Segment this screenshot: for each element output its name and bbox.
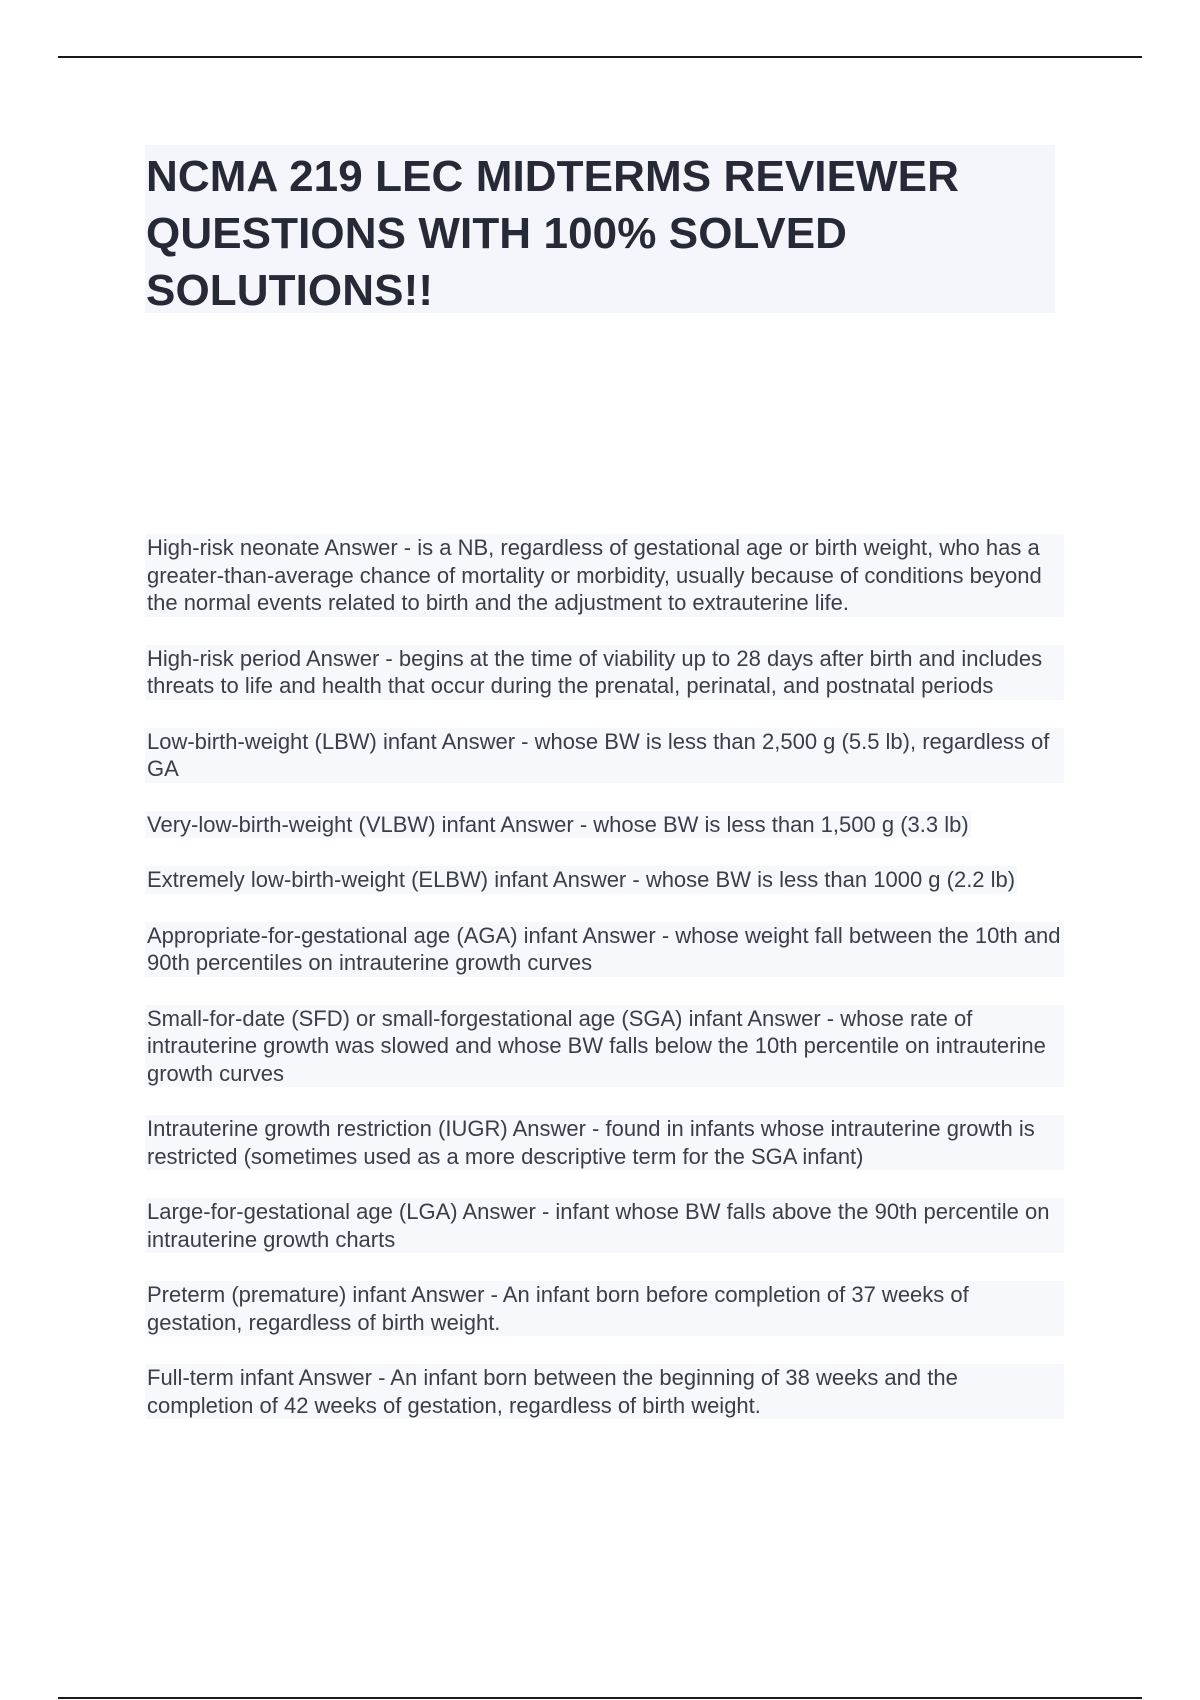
document-title: NCMA 219 LEC MIDTERMS REVIEWER QUESTIONS WITH 100% SOLVED SOLUTIONS!!	[146, 152, 960, 315]
qa-item-aga-infant: Appropriate-for-gestational age (AGA) infant Answer - whose weight fall between the 10th and 90th percentiles on intrauterine growth curves	[145, 922, 1064, 977]
header-rule	[58, 56, 1142, 58]
qa-item-lbw-infant: Low-birth-weight (LBW) infant Answer - whose BW is less than 2,500 g (5.5 lb), regardless of GA	[145, 728, 1064, 783]
footer-rule	[58, 1697, 1142, 1699]
qa-item-iugr: Intrauterine growth restriction (IUGR) Answer - found in infants whose intrauterine growth is restricted (sometimes used as a more descriptive term for the SGA infant)	[145, 1115, 1064, 1170]
qa-item-full-term-infant: Full-term infant Answer - An infant born between the beginning of 38 weeks and the completion of 42 weeks of gestation, regardless of birth weight.	[145, 1364, 1064, 1419]
qa-item-elbw-infant: Extremely low-birth-weight (ELBW) infant Answer - whose BW is less than 1000 g (2.2 lb)	[147, 867, 1016, 892]
qa-item-lga: Large-for-gestational age (LGA) Answer - infant whose BW falls above the 90th percentile on intrauterine growth charts	[145, 1198, 1064, 1253]
title-block	[145, 145, 1055, 313]
qa-item-vlbw-infant: Very-low-birth-weight (VLBW) infant Answer - whose BW is less than 1,500 g (3.3 lb)	[147, 811, 969, 837]
qa-item-sga-infant: Small-for-date (SFD) or small-forgestational age (SGA) infant Answer - whose rate of intrauterine growth was slowed and whose BW falls below the 10th percentile on intrauterine growth curves	[145, 1005, 1064, 1088]
qa-list	[145, 534, 1075, 1447]
qa-item-preterm-infant: Preterm (premature) infant Answer - An infant born before completion of 37 weeks of gestation, regardless of birth weight.	[145, 1281, 1064, 1336]
qa-item-high-risk-period: High-risk period Answer - begins at the time of viability up to 28 days after birth and includes threats to life and health that occur during the prenatal, perinatal, and postnatal periods	[145, 645, 1064, 700]
qa-item-high-risk-neonate: High-risk neonate Answer - is a NB, regardless of gestational age or birth weight, who has a greater-than-average chance of mortality or morbidity, usually because of conditions beyond the normal events related to birth and the adjustment to extrauterine life.	[145, 534, 1064, 617]
